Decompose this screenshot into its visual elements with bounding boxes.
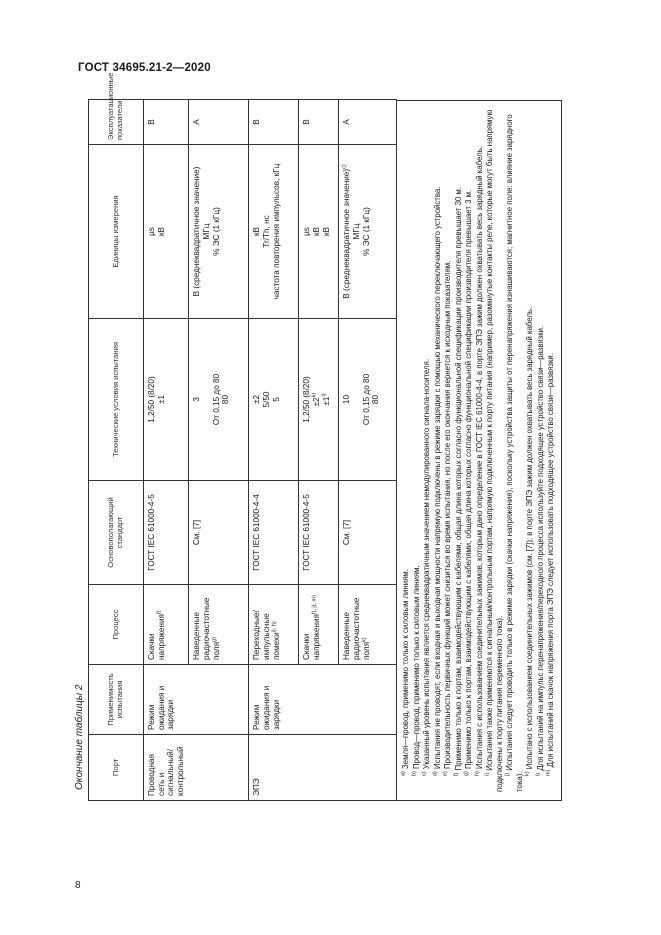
footnote-ref: f), j), m) [311, 595, 318, 615]
footnote-ref: c) [341, 164, 348, 169]
cell-port: Проводная сеть и сигнальный/ контрольный [144, 735, 189, 801]
footnote-mark: d) [432, 771, 439, 776]
footnote-text: Применимо только к портам, взаимодействующим с кабелями, общая длина которых согласно функциональной спецификации производителя превышает 30 м. [453, 187, 463, 771]
cell-process [339, 585, 397, 665]
cell-applicability: Режим ожидания и зарядки [144, 665, 189, 735]
process-text: Наведенные радиочастотные поля [342, 597, 371, 660]
footnote-mark: k) [524, 771, 531, 776]
cell-standard: См. [7] [339, 481, 397, 585]
cell-units: кВ Tr/Th, нс частота повторения импульсов, кГц [249, 145, 299, 319]
cell-process [299, 585, 339, 665]
cell-process [249, 585, 299, 665]
footnotes-block [397, 100, 562, 801]
column-header-standard: Основополагающий стандарт [89, 481, 144, 585]
footnote-text: Испытания не проводят, если входная и выходная мощности напрямую подключены в режиме зарядки с помощью механического переключающего устройства. [432, 186, 442, 769]
footnote-text: Испытания следует проводить только в режиме зарядки (скачки напряжения), поскольку устройства защиты от перенапряжения изнашиваются; магнитное поле: влияние зарядного тока). [505, 114, 524, 792]
footnote-text: Земля—провод, применимо только к силовым линиям. [401, 569, 411, 769]
footnote [433, 107, 443, 792]
cell-applicability [299, 665, 339, 735]
footnote [454, 107, 464, 792]
column-header-process: Процесс [89, 585, 144, 665]
cell-standard: ГОСТ IEC 61000-4-4 [249, 481, 299, 585]
footnote-text: Производительность первичных функций может снизиться во время испытания, но после его окончания вернется к исходным показателям. [443, 260, 453, 769]
footnote-ref: g) [210, 637, 217, 642]
cell-conditions: 3 От 0,15 до 80 80 [189, 319, 249, 481]
cell-standard: ГОСТ IEC 61000-4-5 [144, 481, 189, 585]
table-header-row [89, 100, 144, 801]
cell-port [339, 735, 397, 801]
footnote [475, 107, 485, 792]
footnote [401, 107, 411, 792]
footnote-text: Для испытаний на скачок напряжения порта ЭПЭ следует использовать подходящее устройство связи—развязки. [546, 353, 556, 768]
footnote-mark: a) [400, 771, 407, 776]
cell-process [189, 585, 249, 665]
footnote-mark: m) [545, 769, 552, 776]
footnote-mark: c) [421, 771, 428, 776]
test-table [88, 72, 397, 801]
cell-criteria: A [339, 100, 397, 145]
cell-process [144, 585, 189, 665]
footnote-text: Провод—провод, применимо только к силовым линиям. [411, 565, 421, 769]
footnote-text: Для испытаний на импульс перенапряжения/переходного процесса используйте подходящее устройство связи—развязки. [535, 325, 545, 771]
footnote-mark: e) [442, 771, 449, 776]
footnote-mark: g) [463, 771, 470, 776]
cell-criteria: A [189, 100, 249, 145]
footnote-ref: i), h) [270, 621, 277, 633]
footnote-mark: h) [474, 771, 481, 776]
table-row [339, 100, 397, 801]
footnote [443, 107, 453, 792]
conditions-text: ±1 [321, 396, 331, 406]
process-text: Наведенные радиочастотные поля [192, 597, 221, 660]
footnote [505, 107, 524, 792]
column-header-port: Порт [89, 735, 144, 801]
footnote-text: Указанный уровень испытания является среднеквадратичным значением немодулированного сигнала-носителя. [422, 359, 432, 770]
cell-conditions: 10 От 0,15 до 80 80 [339, 319, 397, 481]
footnote-ref: f) [155, 610, 162, 615]
footnote [422, 107, 432, 792]
cell-conditions: ±2 5/50 5 [249, 319, 299, 481]
footnote-mark: i) [484, 772, 491, 776]
footnote-mark: f) [453, 772, 460, 776]
table-row [249, 100, 299, 801]
cell-criteria: B [144, 100, 189, 145]
table-row [189, 100, 249, 801]
footnote [546, 107, 556, 792]
footnote-ref: k) [360, 637, 367, 642]
column-header-units: Единицы измерения [89, 145, 144, 319]
cell-units: µs кВ [144, 145, 189, 319]
footnote-text: Испытания с использованием соединительных зажимов, которым дано определение в ГОСТ IEC 61000-4-4, в порте ЭПЭ зажим должен охватывать весь зарядный кабель. [474, 146, 484, 769]
column-header-applicability: Применимость испытания [89, 665, 144, 735]
column-header-criteria: Эксплуатационные показатели [89, 100, 144, 145]
cell-criteria: B [299, 100, 339, 145]
table-caption: Окончание таблицы 2 [74, 684, 85, 790]
process-text: Скачки напряжения [147, 614, 166, 660]
footnote-ref: k) [311, 392, 318, 398]
footnote-text: Испытано с использованием соединительных зажимов (см. [7]); в порте ЭПЭ зажим должен охватывать весь зарядный кабель. [525, 306, 535, 770]
footnote [536, 107, 546, 792]
table-row [144, 100, 189, 801]
rotated-table-page [88, 72, 606, 801]
footnote [412, 107, 422, 792]
cell-units: В (среднеквадратичное значение) МГц % ЭС (1 кГц) [189, 145, 249, 319]
cell-applicability [339, 665, 397, 735]
footnote-mark: b) [411, 771, 418, 776]
cell-port [189, 735, 249, 801]
footnote-text: Применимо только к портам, взаимодействующим с кабелями, общая длина которых согласно функциональной спецификации производителя превышает 3 м. [464, 189, 474, 769]
cell-units [339, 145, 397, 319]
cell-applicability: Режим ожидания и зарядки [249, 665, 299, 735]
footnote-text: Испытания также применяются к сигнальным/контрольным портам, напрямую подключенным к порту питания (например, разомкнутые контакты реле, которые могут быть напрямую подключены к порту питания переменного тока). [485, 109, 504, 792]
cell-port: ЭПЭ [249, 735, 299, 801]
units-text: МГц % ЭС (1 кГц) [351, 207, 371, 256]
cell-units: µs кВ кВ [299, 145, 339, 319]
footnote [485, 107, 504, 792]
footnote [525, 107, 535, 792]
cell-standard: ГОСТ IEC 61000-4-5 [299, 481, 339, 585]
cell-applicability [189, 665, 249, 735]
footnote [464, 107, 474, 792]
process-text: Скачки напряжения [302, 614, 321, 660]
table-row [299, 100, 339, 801]
document-title: ГОСТ 34695.21-2—2020 [78, 62, 211, 74]
units-text: В (среднеквадратичное значение) [342, 168, 352, 299]
cell-conditions: 1,2/50 (8/20) ±1 [144, 319, 189, 481]
cell-standard: См. [7] [189, 481, 249, 585]
footnote-ref: l) [320, 393, 327, 397]
cell-conditions [299, 319, 339, 481]
process-text: Переходные/ импульсные помехи [252, 610, 281, 660]
page-number: 8 [75, 880, 81, 891]
footnote-mark: j) [504, 772, 511, 776]
footnote-mark: l) [535, 772, 542, 776]
cell-criteria: B [249, 100, 299, 145]
column-header-conditions: Технические условия испытания [89, 319, 144, 481]
conditions-text: 1,2/50 (8/20) ±2 [302, 376, 321, 423]
cell-port [299, 735, 339, 801]
